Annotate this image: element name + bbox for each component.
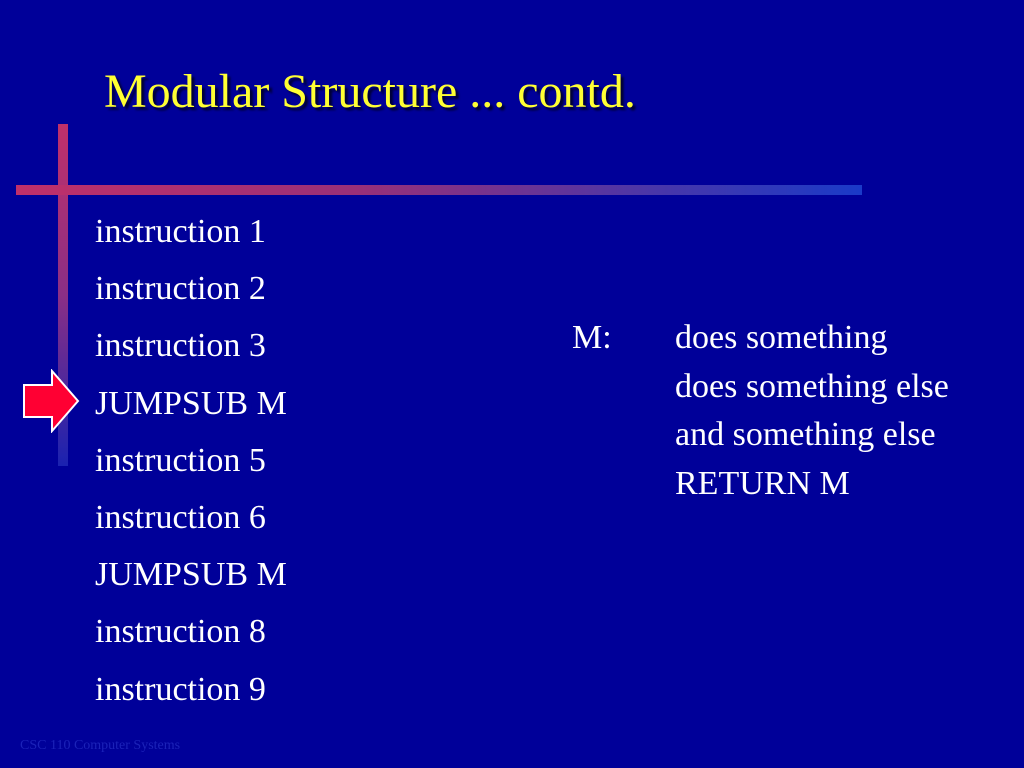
instruction-line-current: JUMPSUB M [95, 384, 287, 422]
instruction-line: instruction 8 [95, 613, 266, 651]
instruction-line: instruction 1 [95, 213, 266, 250]
instruction-line: instruction 2 [95, 270, 266, 308]
subroutine-line: and something else [675, 416, 936, 453]
instruction-line: instruction 6 [95, 499, 266, 537]
instruction-line: instruction 3 [95, 327, 266, 365]
subroutine-line: RETURN M [675, 464, 850, 502]
instruction-line: instruction 5 [95, 441, 266, 479]
subroutine-body [675, 314, 949, 508]
subroutine-line: does something [675, 319, 888, 356]
instruction-line: JUMPSUB M [95, 556, 287, 594]
horizontal-accent-bar [16, 185, 862, 195]
slide-title: Modular Structure ... contd. [104, 65, 636, 118]
footer-course-label: CSC 110 Computer Systems [20, 738, 181, 753]
right-arrow-icon [22, 369, 80, 433]
subroutine-label: M: [572, 319, 612, 356]
instruction-list [95, 203, 287, 718]
instruction-line: instruction 9 [95, 670, 266, 708]
subroutine-line: does something else [675, 367, 949, 405]
